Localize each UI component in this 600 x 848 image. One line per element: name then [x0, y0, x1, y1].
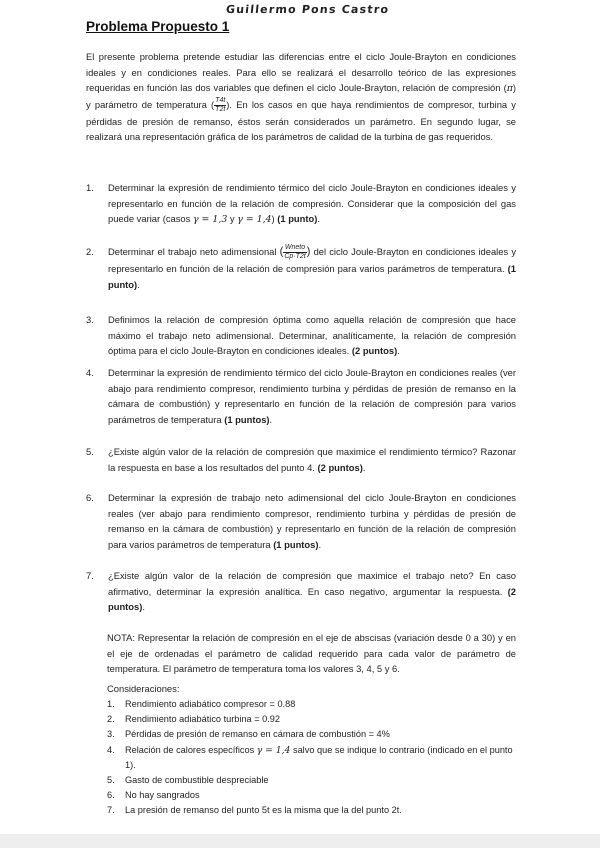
- list-item: 2. Determinar el trabajo neto adimensional ( $\frac{\text{Wneto}}{Cp\cdot T2t}$ ) del ciclo Joule-Brayton en condiciones ideales y representarlo en función de la relación de compresión para varios parámetros de temperatura. (1 punto).: [86, 244, 517, 290]
- intro-paragraph: El presente problema pretende estudiar las diferencias entre el ciclo Joule-Brayton en condiciones ideales y en condiciones reales. Para ello se realizará el desarrollo teórico de las expresiones requeridas en función las dos variables que definen el ciclo Joule-Brayton, relación de compresión (π) y parámetro de temperatura ( $\frac{T4t}{T2t}$ ). En los casos en que haya rendimientos de compresor, turbina y pérdidas de presión de remanso, éstos serán considerados un parámetro. En segundo lugar, se realizará una representación gráfica de los parámetros de calidad de la turbina de gas requeridos.: [86, 51, 516, 143]
- page-bottom-margin: [0, 834, 600, 848]
- temperature-ratio-fraction: $\frac{T4t}{T2t}$: [215, 96, 226, 113]
- list-item: 7. La presión de remanso del punto 5t es la misma que la del punto 2t.: [107, 805, 402, 816]
- list-item: 3. Definimos la relación de compresión óptima como aquella relación de compresión que hace máximo el trabajo neto adimensional. Determinar, analíticamente, la relación de compresión óptima para el ciclo Joule-Brayton en condiciones ideales. (2 puntos).: [86, 314, 516, 357]
- list-item: 1. Determinar la expresión de rendimiento térmico del ciclo Joule-Brayton en condiciones ideales y representarlo en función de la relación de compresión. Considerar que la composición del gas puede variar (casos γ = 1,3 y γ = 1,4) (1 punto).: [86, 182, 516, 226]
- list-item: 5. ¿Existe algún valor de la relación de compresión que maximice el rendimiento térmico? Razonar la respuesta en base a los resultados del punto 4. (2 puntos).: [86, 446, 516, 473]
- list-item: 3. Pérdidas de presión de remanso en cámara de combustión = 4%: [107, 729, 390, 740]
- note-paragraph: NOTA: Representar la relación de compresión en el eje de abscisas (variación desde 0 a 30) y en el eje de ordenadas el parámetro de calidad requerido para cada valor de parámetro de temperatura. El parámetro de temperatura toma los valores 3, 4, 5 y 6.: [107, 632, 516, 675]
- considerations-list: [107, 697, 517, 819]
- list-item: 1. Rendimiento adiabático compresor = 0.88: [107, 699, 296, 709]
- list-item: 7. ¿Existe algún valor de la relación de compresión que maximice el trabajo neto? En caso afirmativo, determinar la expresión analítica. En caso negativo, argumentar la respuesta. (2 puntos).: [86, 570, 516, 613]
- list-item: 6. Determinar la expresión de trabajo neto adimensional del ciclo Joule-Brayton en condiciones reales (ver abajo para rendimiento compresor, rendimiento turbina y pérdidas de presión de remanso en la cámara de combustión) y representarlo en función de la relación de compresión para varios parámetros de temperatura (1 puntos).: [86, 492, 516, 550]
- list-item: 4. Determinar la expresión de rendimiento térmico del ciclo Joule-Brayton en condiciones reales (ver abajo para rendimiento compresor, rendimiento turbina y pérdidas de presión de remanso en la cámara de combustión) y representarlo en función de la relación de compresión para varios parámetros de temperatura (1 puntos).: [86, 367, 516, 425]
- list-item: 2. Rendimiento adiabático turbina = 0.92: [107, 714, 281, 725]
- author-signature: Guillermo Pons Castro: [225, 3, 390, 16]
- page-title: Problema Propuesto 1: [86, 19, 230, 34]
- net-work-fraction: $\frac{\text{Wneto}}{Cp\cdot T2t}$: [284, 244, 306, 261]
- list-item: 5. Gasto de combustible despreciable: [107, 775, 269, 786]
- considerations-heading: Consideraciones:: [107, 683, 180, 694]
- list-item: 6. No hay sangrados: [107, 790, 200, 801]
- list-item: 4. Relación de calores específicos γ = 1,4 salvo que se indique lo contrario (indicado en el punto 1).: [107, 744, 513, 770]
